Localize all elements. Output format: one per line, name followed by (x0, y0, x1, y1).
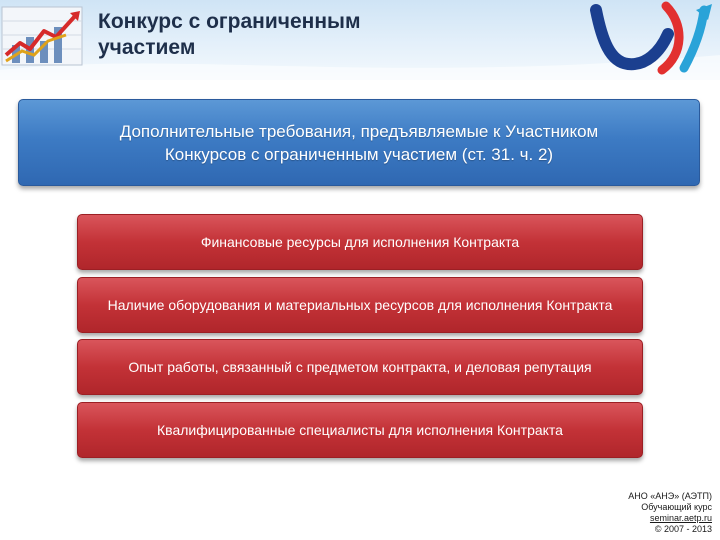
page-title-line2: участием (98, 36, 196, 59)
slide-footer (628, 491, 712, 535)
growth-chart-icon (0, 5, 86, 69)
page-title-line1: Конкурс с ограниченным (98, 10, 361, 33)
footer-copyright: © 2007 - 2013 (654, 524, 712, 534)
requirement-text: Опыт работы, связанный с предметом контракта, и деловая репутация (128, 358, 592, 375)
requirement-card-equipment (77, 277, 643, 333)
banner-line1: Дополнительные требования, предъявляемые к Участником (119, 121, 599, 141)
aetp-logo-icon (588, 0, 720, 80)
requirement-card-specialists (77, 402, 643, 458)
requirement-text: Финансовые ресурсы для исполнения Контракта (200, 233, 520, 250)
requirement-text: Наличие оборудования и материальных ресурсов для исполнения Контракта (107, 296, 613, 313)
banner-text (120, 120, 598, 166)
requirement-card-financial (77, 214, 643, 270)
banner-line2: Конкурсов с ограниченным участием (ст. 31. ч. 2) (164, 144, 554, 164)
footer-org: АНО «АНЭ» (АЭТП) (628, 491, 712, 501)
slide-header (0, 0, 720, 80)
footer-site-link[interactable]: seminar.aetp.ru (649, 513, 712, 523)
requirement-card-experience (77, 339, 643, 395)
footer-course: Обучающий курс (641, 502, 712, 512)
requirement-text: Квалифицированные специалисты для исполнения Контракта (157, 421, 563, 438)
requirements-banner (18, 99, 700, 186)
page-title (98, 9, 360, 61)
